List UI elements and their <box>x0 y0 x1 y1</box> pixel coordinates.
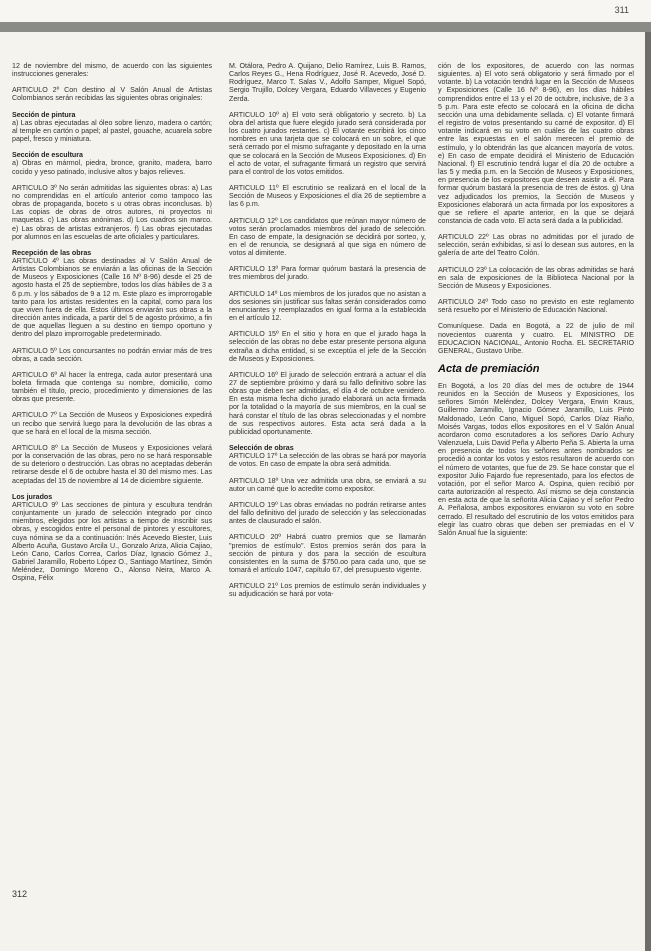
paragraph-text: ARTICULO 17º La selección de las obras se hará por mayoría de votos. En caso de empate la obra será admitida. <box>229 452 426 469</box>
article-paragraph <box>229 477 426 493</box>
top-page-number: 311 <box>614 5 629 15</box>
article-paragraph <box>438 233 634 257</box>
paragraph-text: ARTICULO 12º Los candidatos que reúnan mayor número de votos serán proclamados miembros del jurado de selección. En caso de empate, la designación se decidirá por sorteo, y, en el de renuncia, se designará al que siga en número de votos al dimitente. <box>229 216 426 258</box>
article-paragraph <box>229 184 426 208</box>
section-heading: Recepción de las obras <box>12 248 92 257</box>
paragraph-text: ARTICULO 10º a) El voto será obligatorio y secreto. b) La obra del artista que fuere elegido jurado será considerada por los cuatro jurados restantes. c) El votante escribirá los cinco nombres en una tarjeta que se colocará en un sobre, el que será cerrado por el mismo sufragante y depositado en la urna que se colocará en la Sección de Museos Exposiciones. d) En el acto de votar, el sufragante firmará un registro que servirá para el control de los votos emitidos. <box>229 110 426 176</box>
paragraph-text: ARTICULO 16º El jurado de selección entrará a actuar el día 27 de septiembre próximo y dará su fallo definitivo sobre las obras que deben ser admitidas, el día 4 de octubre venidero. En esta misma fecha dicho jurado elaborará un acta firmada por la totalidad o la mayoría de sus miembros, en la cual se hará constar el título de las obras seleccionadas y el nombre de sus respectivos autores. Esta acta será dada a la publicidad oportunamente. <box>229 370 426 436</box>
article-paragraph <box>229 330 426 363</box>
paragraph-text: ARTICULO 23º La colocación de las obras admitidas se hará en sala de exposiciones de la Biblioteca Nacional por la Sección de Museos y Exposiciones. <box>438 265 634 290</box>
article-paragraph <box>12 411 212 435</box>
section-heading: Los jurados <box>12 492 53 501</box>
article-paragraph <box>438 382 634 537</box>
footer-page-number: 312 <box>12 889 28 899</box>
article-paragraph <box>12 62 212 78</box>
page-edge-shadow <box>645 32 651 951</box>
article-paragraph <box>229 111 426 176</box>
paragraph-text: M. Otálora, Pedro A. Quijano, Delio Ramírez, Luis B. Ramos, Carlos Reyes G., Hena Rodríguez, José R. Acevedo, José D. Rodríguez, Marco T. Salas V., Adolfo Samper, Miguel Sopó, Sergio Trujillo, Dolcey Vergara, Eduardo Villaveces y Eugenio Zerda. <box>229 62 426 103</box>
paragraph-text: ARTICULO 24º Todo caso no previsto en este reglamento será resuelto por el Ministerio de Educación Nacional. <box>438 298 634 315</box>
article-paragraph <box>229 582 426 598</box>
paragraph-text: ARTICULO 2º Con destino al V Salón Anual de Artistas Colombianos serán recibidas las siguientes obras originales: <box>12 86 212 103</box>
article-paragraph <box>229 371 426 436</box>
paragraph-text: ARTICULO 20º Habrá cuatro premios que se llamarán "premios de estímulo". Estos premios serán dos para la sección de pintura y dos para la sección de escultura consistentes en la suma de $750.oo para cada uno, que se tomará el artículo 1047, capítulo 67, del presupuesto vigente. <box>229 533 426 574</box>
section-heading: Selección de obras <box>229 444 294 453</box>
paragraph-text: ARTICULO 3º No serán admitidas las siguientes obras: a) Las no comprendidas en el artículo anterior como tampoco las obras de propaganda, boceto s u otras obras inconclusas. b) Las copias de obras de otros autores, ni proyectos ni maquetas. c) Las obras anónimas. d) Los cuadros sin marco. e) Las obras de artistas extranjeros. f) Las obras ejecutadas por alumnos en las escuelas de arte oficiales y particulares. <box>12 183 212 241</box>
column-right <box>438 62 634 545</box>
paragraph-text: ARTICULO 9º Las secciones de pintura y escultura tendrán conjuntamente un jurado de selección integrado por cinco miembros, elegidos por los artistas a tiempo de inscribir sus obras, y escogidos entre el personal de pintores y escultores, cuya nómina se da a continuación: Inés Acevedo Biester, Luis Alberto Acuña, Gustavo Arcila U., Gonzalo Ariza, Alicia Cajiao, León Cano, Carlos Correa, Carlos Díaz, Ignacio Gómez J., Gabriel Jaramillo, Roberto López O., Santiago Martínez, Simón Meléndez, Domingo Moreno O., Alonso Neira, Marco A. Ospina, Félix <box>12 500 212 583</box>
column-middle <box>229 62 426 606</box>
article-paragraph <box>12 86 212 102</box>
article-paragraph <box>12 347 212 363</box>
article-paragraph <box>12 493 212 583</box>
article-paragraph <box>229 62 426 103</box>
paragraph-text: ARTICULO 11º El escrutinio se realizará en el local de la Sección de Museos y Exposiciones el día 26 de septiembre a las 6 p.m. <box>229 184 426 209</box>
article-paragraph <box>12 249 212 339</box>
paragraph-text: ARTICULO 22º Las obras no admitidas por el jurado de selección, serán exhibidas, si así lo desean sus autores, en la galería de arte del Teatro Colón. <box>438 233 634 258</box>
previous-page-strip <box>0 0 651 22</box>
paragraph-text: a) Obras en mármol, piedra, bronce, granito, madera, barro cocido y yeso patinado, inclusive altos y bajos relieves. <box>12 159 212 176</box>
section-heading: Sección de pintura <box>12 110 76 119</box>
article-paragraph <box>229 533 426 574</box>
paragraph-text: ción de los expositores, de acuerdo con las normas siguientes. a) El voto será obligatorio y será firmado por el votante. b) La votación tendrá lugar en la Sección de Museos y Exposiciones (Calle 16 Nº 8-96), en los días hábiles comprendidos entre el 13 y el 20 de octubre, inclusive, de 3 a 5 p.m. Para este efecto se colocará en la oficina de dicha sección una urna debidamente sellada. c) El votante firmará el registro de votos presentando su carné de expositor. d) El votante indicará en su voto en cuáles de las cuatro obras entre las expuestas en el salón merecen el premio de estímulo, y lo obtendrán las que alcancen mayoría de votos. e) En caso de empate decidirá el Ministerio de Educación Nacional. f) El escrutinio tendrá lugar el día 20 de octubre a las 5 y media p.m. en la Sección de Museos y Exposiciones, en presencia de los expositores que deseen asistir a él. Para formar quórum bastará la presencia de tres de éstos. g) Una vez adjudicados los premios, la Sección de Museos y Exposiciones elaborará un acta firmada por los expositores a que se refiere el aparte anterior, en la que se dejará constancia de cada voto. El acta será dada a la publicidad. <box>438 62 634 225</box>
article-paragraph <box>229 290 426 323</box>
paragraph-text: ARTICULO 6º Al hacer la entrega, cada autor presentará una boleta firmada que contenga su nombre, domicilio, como también el título, precio, procedimiento y dimensiones de las obras que presente. <box>12 370 212 404</box>
article-paragraph <box>12 151 212 175</box>
section-heading: Sección de escultura <box>12 151 83 160</box>
paragraph-text: ARTICULO 7º La Sección de Museos y Exposiciones expedirá un recibo que servirá luego para la devolución de las obras a que se hará en el local de la misma sección. <box>12 411 212 436</box>
article-paragraph <box>438 298 634 314</box>
article-paragraph <box>229 501 426 525</box>
paragraph-text: En Bogotá, a los 20 días del mes de octubre de 1944 reunidos en la Sección de Museos y Exposiciones, los señores Simón Meléndez, Dolcey Vergara, Erwin Kraus, Guillermo Jaramillo, Ignacio Gómez Jaramillo, Luis Pinto Maldonado, León Cano, Miguel Sopó, Carlos Díaz Riaño, Moisés Vargas, todos ellos expositores en el V Salón Anual acordaron como escrutadores a los señores Darío Achury Valenzuela, Luis David Peña y Alberto Peña S. Abierta la urna en presencia de todos los señores antes nombrados se procedió a contar los votos y estos resultaron de acuerdo con el número de votantes, que fue de 29. Se hace constar que el expositor Julio Fajardo fue representado, para los efectos de votación, por el señor Marco A. Ospina, quien recibió por carta autorización al respecto. Así mismo se deja constancia en esta acta de que la señorita Alicia Cajiao y el señor Pedro A. Peñalosa, ambos expositores enviaron su voto en sobre cerrado. El resultado del escrutinio de los votos emitidos para elegir las cuatro obras que deben ser premiadas en el V Salón Anual fue la siguiente: <box>438 382 634 537</box>
article-paragraph <box>229 265 426 281</box>
paragraph-text: ARTICULO 5º Los concursantes no podrán enviar más de tres obras, a cada sección. <box>12 346 212 363</box>
section-heading-acta: Acta de premiación <box>438 363 540 375</box>
paragraph-text: ARTICULO 8º La Sección de Museos y Exposiciones velará por la conservación de las obras, pero no se hará responsable de su deterioro o destrucción. Las obras no aceptadas deberán retirarse desde el 6 de octubre hasta el 30 del mismo mes. Las aceptadas del 15 de noviembre al 14 de diciembre siguiente. <box>12 443 212 485</box>
article-paragraph <box>438 266 634 290</box>
article-paragraph <box>12 184 212 241</box>
article-paragraph <box>12 371 212 404</box>
paragraph-text: a) Las obras ejecutadas al óleo sobre lienzo, madera o cartón; al temple en cartón o papel; al pastel, gouache, acuarela sobre papel, fresco y miniatura. <box>12 118 212 144</box>
paragraph-text: ARTICULO 18º Una vez admitida una obra, se enviará a su autor un carné que lo acredite como expositor. <box>229 476 426 493</box>
column-left <box>12 62 212 590</box>
paragraph-text: ARTICULO 15º En el sitio y hora en que el jurado haga la selección de las obras no debe estar presente persona alguna extraña a dicha entidad, si se exceptúa el jefe de la Sección de Museos y Exposiciones. <box>229 330 426 363</box>
paragraph-text: ARTICULO 14º Los miembros de los jurados que no asistan a dos sesiones sin justificar sus faltas serán considerados como renunciantes y reemplazados en igual forma a la establecida en el artículo 12. <box>229 289 426 323</box>
paragraph-text: ARTICULO 4º Las obras destinadas al V Salón Anual de Artistas Colombianos se enviarán a las oficinas de la Sección de Museos y Exposiciones (Calle 16 Nº 8-96) desde el 25 de agosto hasta el 25 de septiembre, todos los días hábiles de 3 a 6 p.m. y los sábados de 9 a 12 m. Este plazo es improrrogable tanto para los artistas residentes en la capital, como para los que viven fuera de ella. Estos últimos enviarán sus obras a la dirección antes indicada, a partir del 5 de agosto próximo, a fin de que aquellas lleguen a su destino en tiempo oportuno y dentro del plazo improrrogable predeterminado. <box>12 256 212 339</box>
paragraph-text: Comuníquese. Dada en Bogotá, a 22 de julio de mil novecientos cuarenta y cuatro. EL MINISTRO DE EDUCACION NACIONAL, Antonio Rocha. EL SECRETARIO GENERAL, Gustavo Uribe. <box>438 322 634 355</box>
article-paragraph <box>438 62 634 225</box>
paragraph-text: 12 de noviembre del mismo, de acuerdo con las siguientes instrucciones generales: <box>12 62 212 79</box>
article-paragraph <box>438 322 634 355</box>
article-paragraph <box>229 217 426 258</box>
article-paragraph <box>12 444 212 485</box>
article-paragraph <box>229 444 426 468</box>
paragraph-text: ARTICULO 13º Para formar quórum bastará la presencia de tres miembros del jurado. <box>229 265 426 282</box>
paragraph-text: ARTICULO 19º Las obras enviadas no podrán retirarse antes del fallo definitivo del jurado de selección y las seleccionadas antes de clausurado el salón. <box>229 500 426 526</box>
article-paragraph <box>12 111 212 144</box>
paragraph-text: ARTICULO 21º Los premios de estímulo serán individuales y su adjudicación se hará por vota- <box>229 582 426 599</box>
